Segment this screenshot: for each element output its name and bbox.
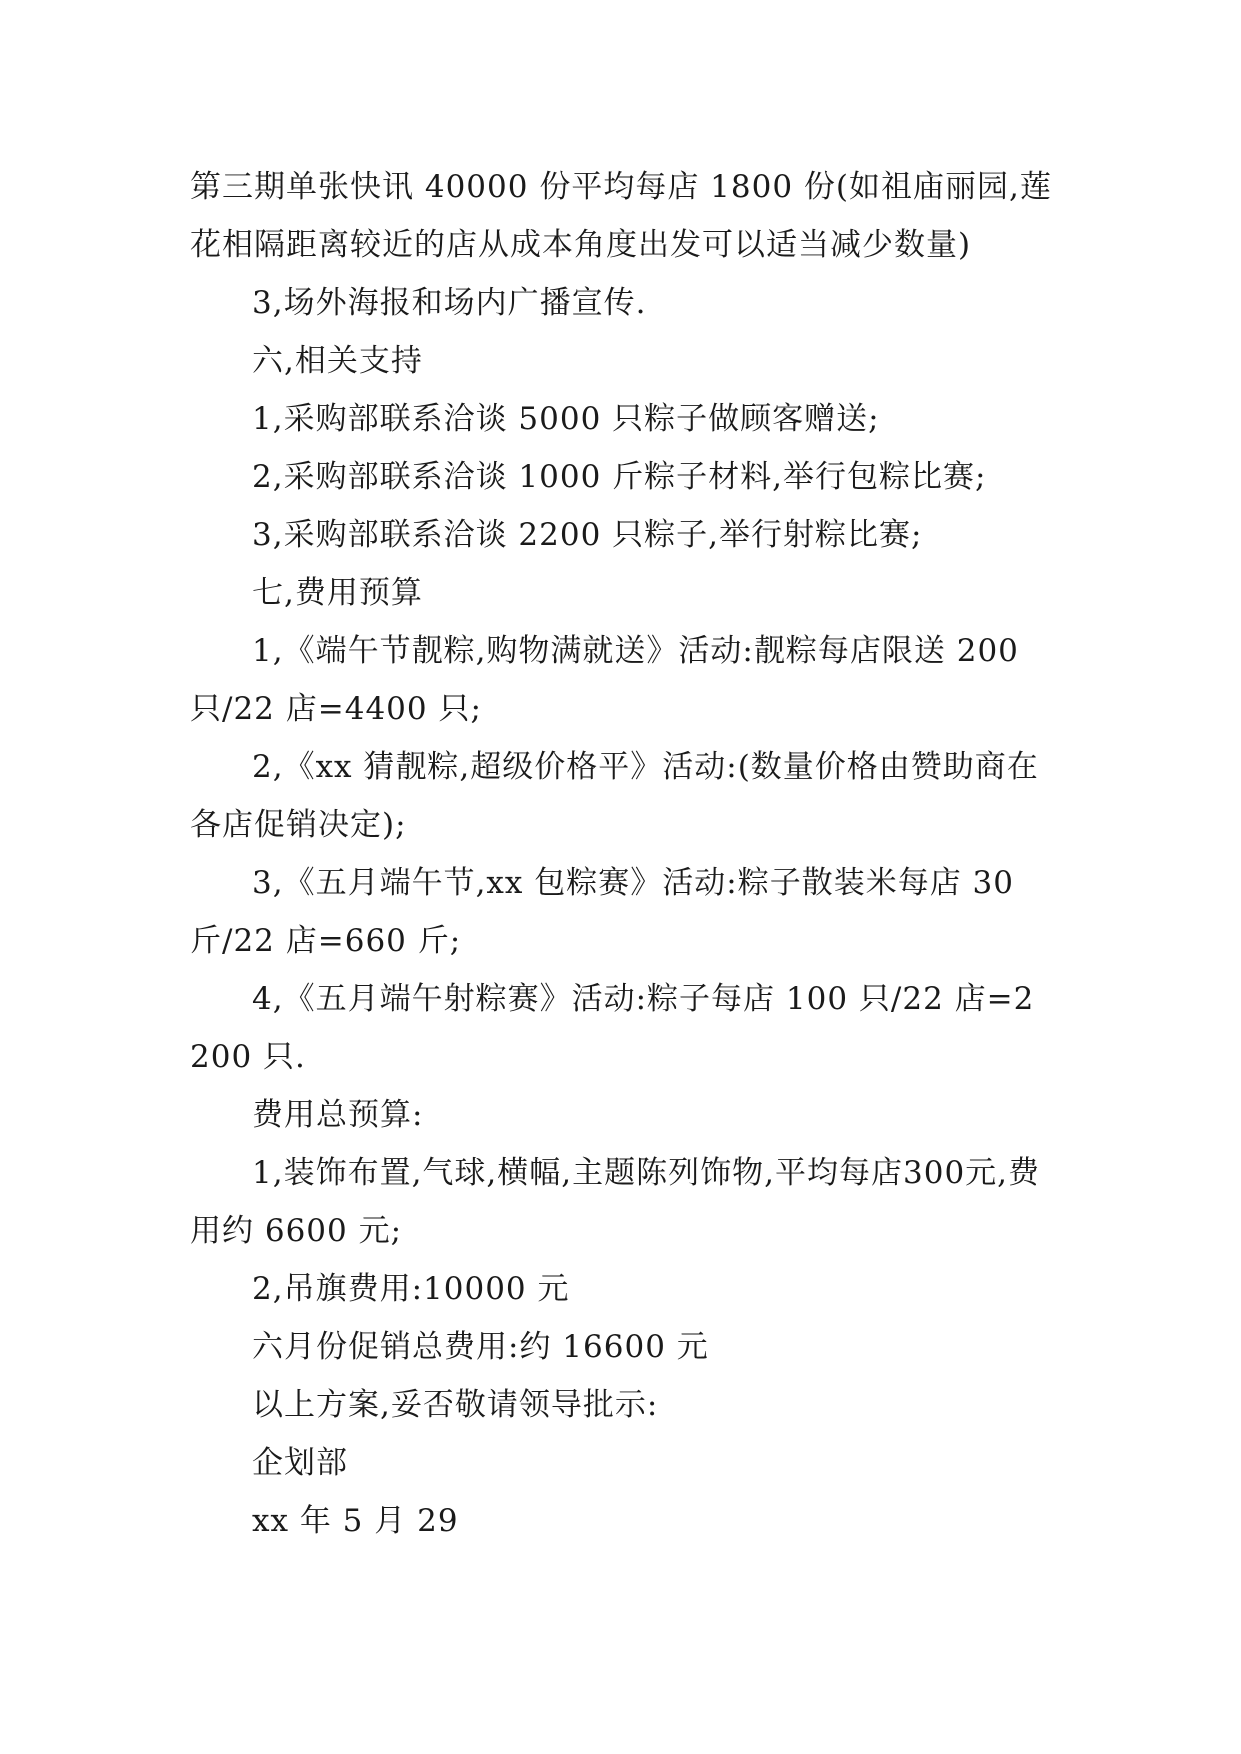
paragraph-support-1: 1,采购部联系洽谈 5000 只粽子做顾客赠送; [252, 401, 880, 437]
paragraph-total-2: 2,吊旗费用:10000 元 [252, 1271, 570, 1307]
paragraph-support-3: 3,采购部联系洽谈 2200 只粽子,举行射粽比赛; [252, 517, 923, 553]
paragraph-june-total: 六月份促销总费用:约 16600 元 [252, 1329, 709, 1365]
paragraph-budget-3: 3,《五月端午节,xx 包粽赛》活动:粽子散装米每店 30 斤/22 店=660 斤; [190, 865, 1014, 959]
section-heading-budget: 七,费用预算 [252, 575, 423, 611]
paragraph-support-2: 2,采购部联系洽谈 1000 斤粽子材料,举行包粽比赛; [252, 459, 987, 495]
section-heading-total-budget: 费用总预算: [252, 1097, 424, 1133]
paragraph-budget-2: 2,《xx 猜靓粽,超级价格平》活动:(数量价格由赞助商在各店促销决定); [190, 749, 1039, 843]
paragraph-approval-request: 以上方案,妥否敬请领导批示: [252, 1387, 659, 1423]
paragraph-total-1: 1,装饰布置,气球,横幅,主题陈列饰物,平均每店300元,费用约 6600 元; [190, 1155, 1041, 1249]
paragraph-budget-1: 1,《端午节靓粽,购物满就送》活动:靓粽每店限送 200 只/22 店=4400 只; [190, 633, 1019, 727]
document-body [190, 158, 1052, 1550]
paragraph-budget-4: 4,《五月端午射粽赛》活动:粽子每店 100 只/22 店=2200 只. [190, 981, 1035, 1075]
paragraph-flyer-quantity: 第三期单张快讯 40000 份平均每店 1800 份(如祖庙丽园,莲花相隔距离较近的店从成本角度出发可以适当减少数量) [190, 169, 1052, 263]
section-heading-support: 六,相关支持 [252, 343, 423, 379]
paragraph-poster-broadcast: 3,场外海报和场内广播宣传. [252, 285, 647, 321]
signature-date: xx 年 5 月 29 [252, 1503, 459, 1539]
signature-department: 企划部 [252, 1445, 348, 1481]
